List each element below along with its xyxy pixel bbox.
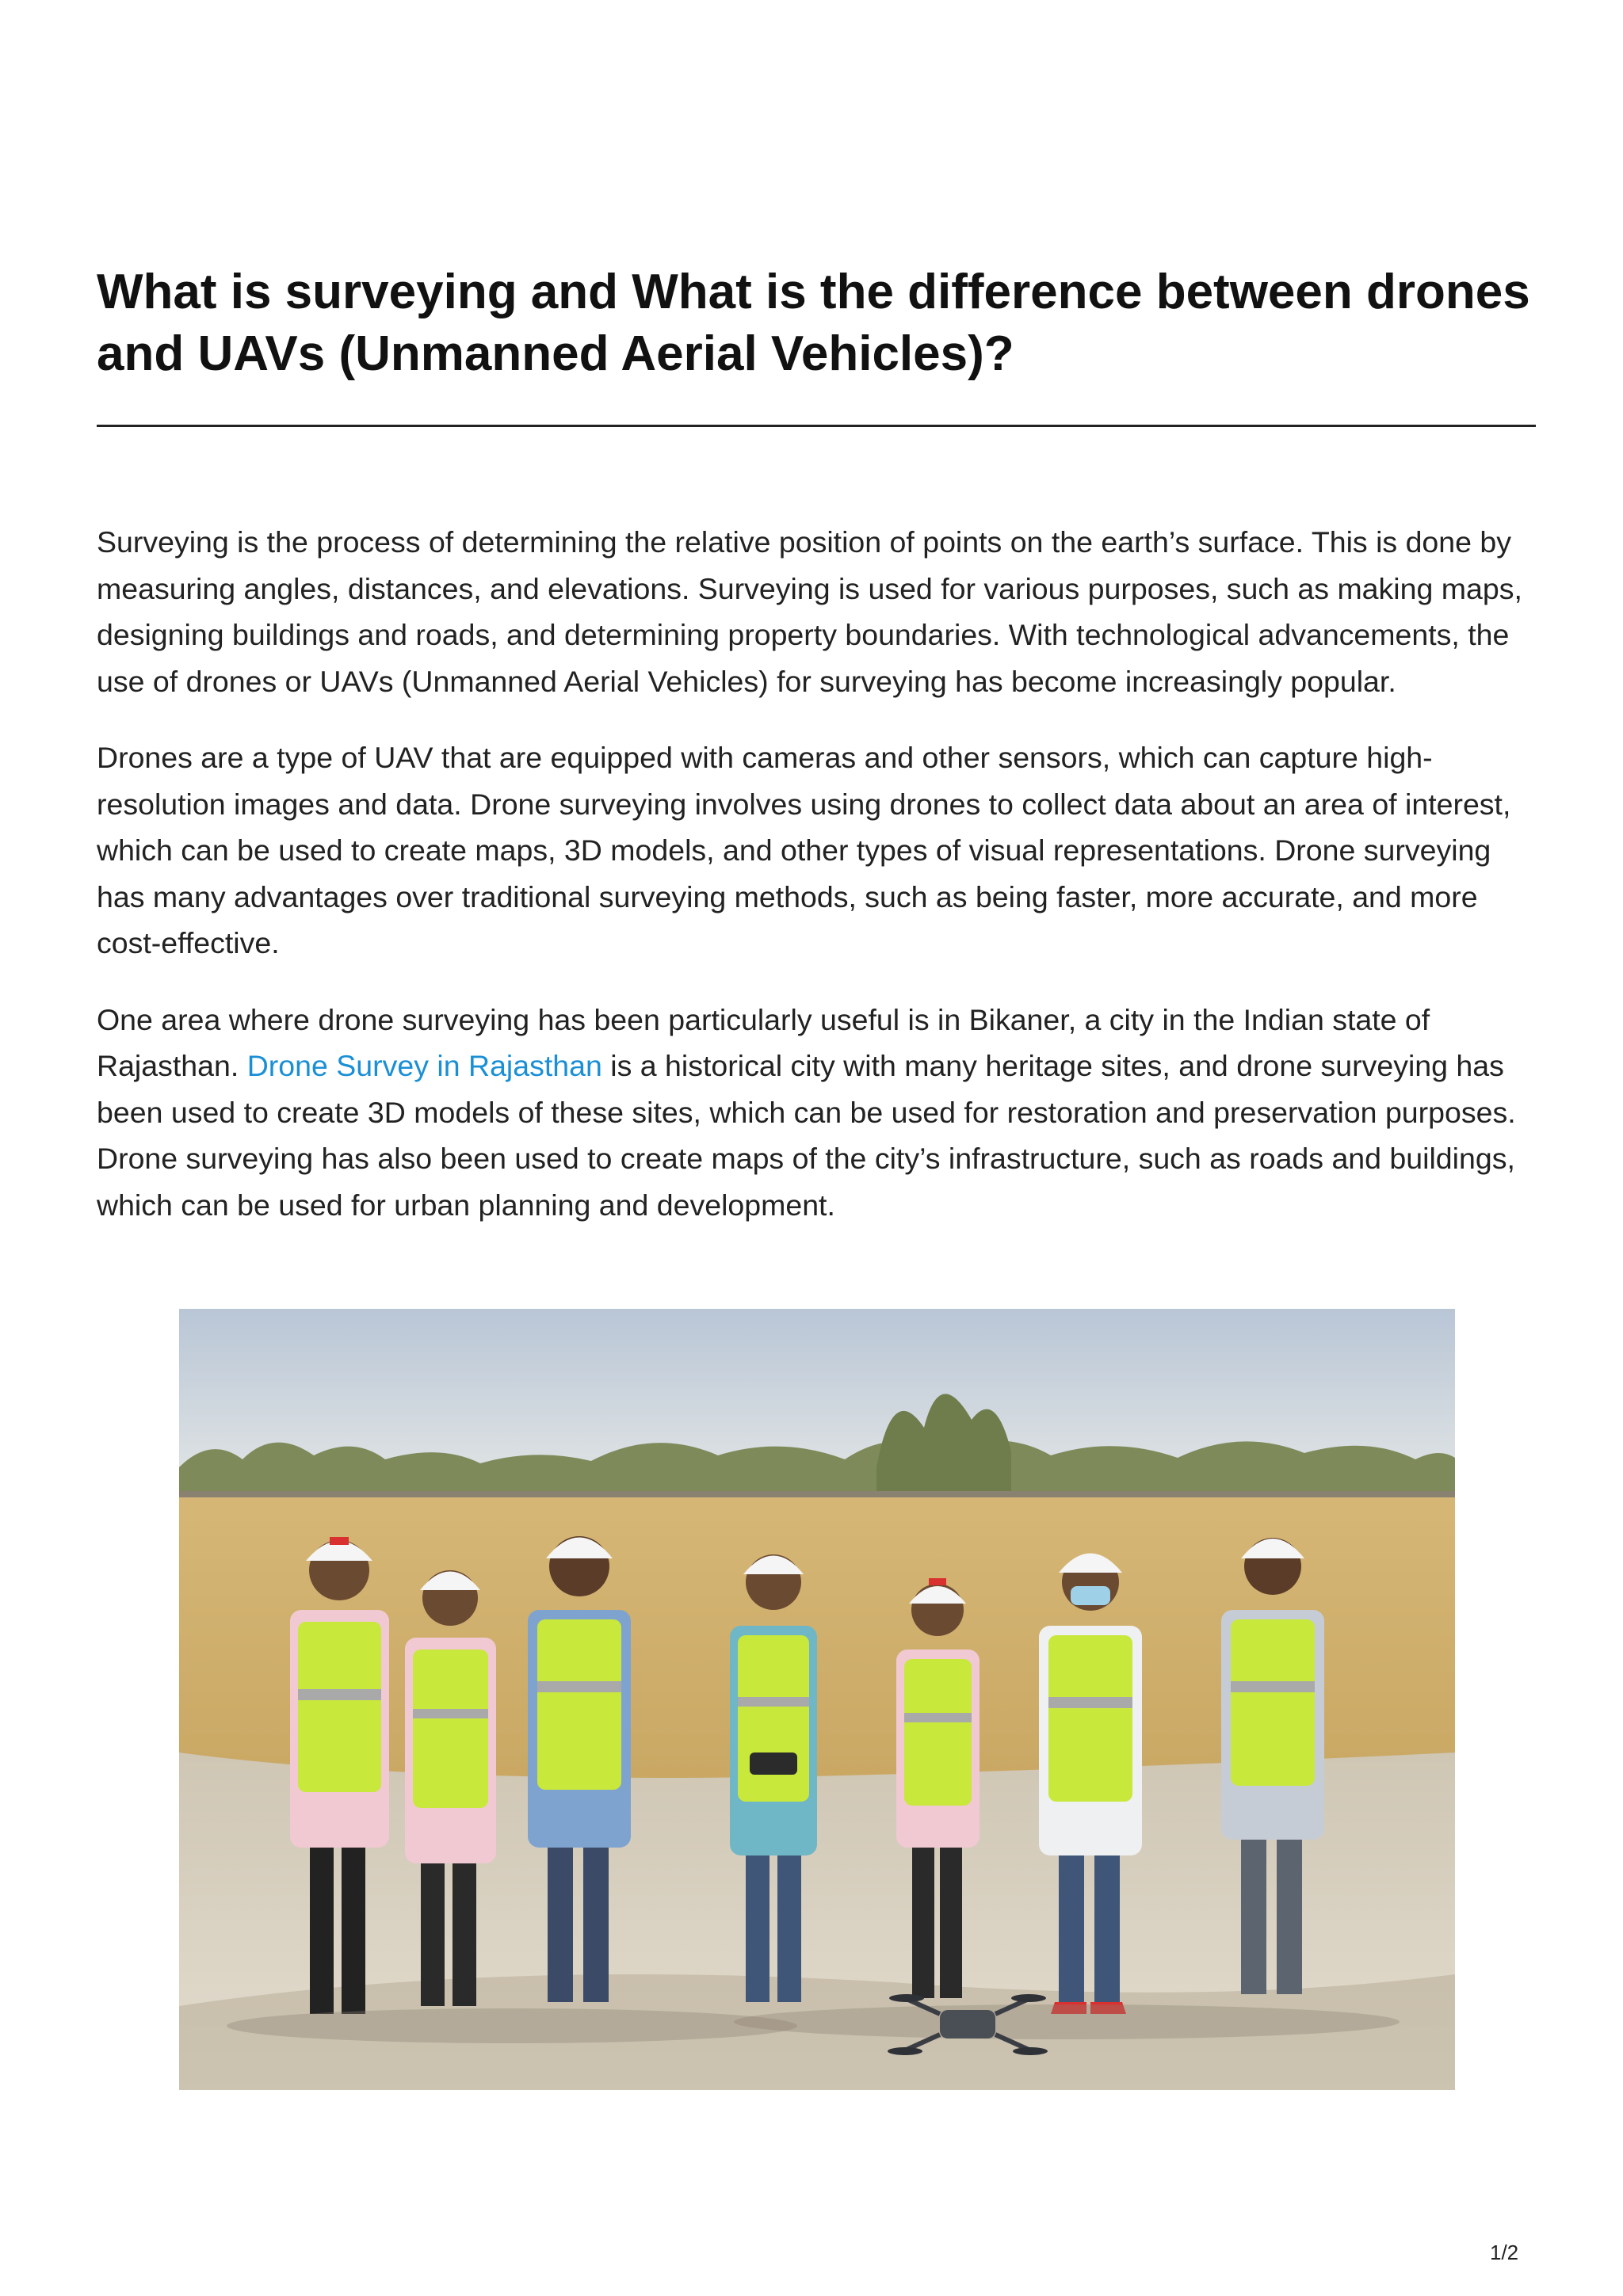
survey-team-illustration (179, 1309, 1455, 2090)
article-body (97, 519, 1537, 1258)
page-number: 1/2 (1490, 2241, 1519, 2264)
survey-team-photo (179, 1309, 1455, 2090)
paragraph-3-text-before: One area where drone surveying has been particularly useful is in Bikaner, a city in the Indian state of Rajasthan. (97, 1002, 1430, 1082)
article-title: What is surveying and What is the difference between drones and UAVs (Unmanned Aerial Vehicles)? (97, 265, 1530, 381)
drone-survey-rajasthan-link[interactable]: Drone Survey in Rajasthan (246, 1049, 602, 1082)
title-divider (97, 425, 1536, 427)
paragraph-3 (97, 997, 1537, 1229)
paragraph-3-text-after: is a historical city with many heritage sites, and drone surveying has been used to create 3D models of these sites, which can be used for restoration and preservation purposes. Drone surveying has also been used to create maps of the city’s infrastructure, such as roads and buildings, which can be used for urban planning and development. (97, 1049, 1516, 1222)
paragraph-1: Surveying is the process of determining the relative position of points on the earth’s surface. This is done by measuring angles, distances, and elevations. Surveying is used for various purposes, such as making maps, designing buildings and roads, and determining property boundaries. With technological advancements, the use of drones or UAVs (Unmanned Aerial Vehicles) for surveying has become increasingly popular. (97, 525, 1522, 698)
paragraph-2: Drones are a type of UAV that are equipped with cameras and other sensors, which can capture high-resolution images and data. Drone surveying involves using drones to collect data about an area of interest, which can be used to create maps, 3D models, and other types of visual representations. Drone surveying has many advantages over traditional surveying methods, such as being faster, more accurate, and more cost-effective. (97, 741, 1511, 959)
